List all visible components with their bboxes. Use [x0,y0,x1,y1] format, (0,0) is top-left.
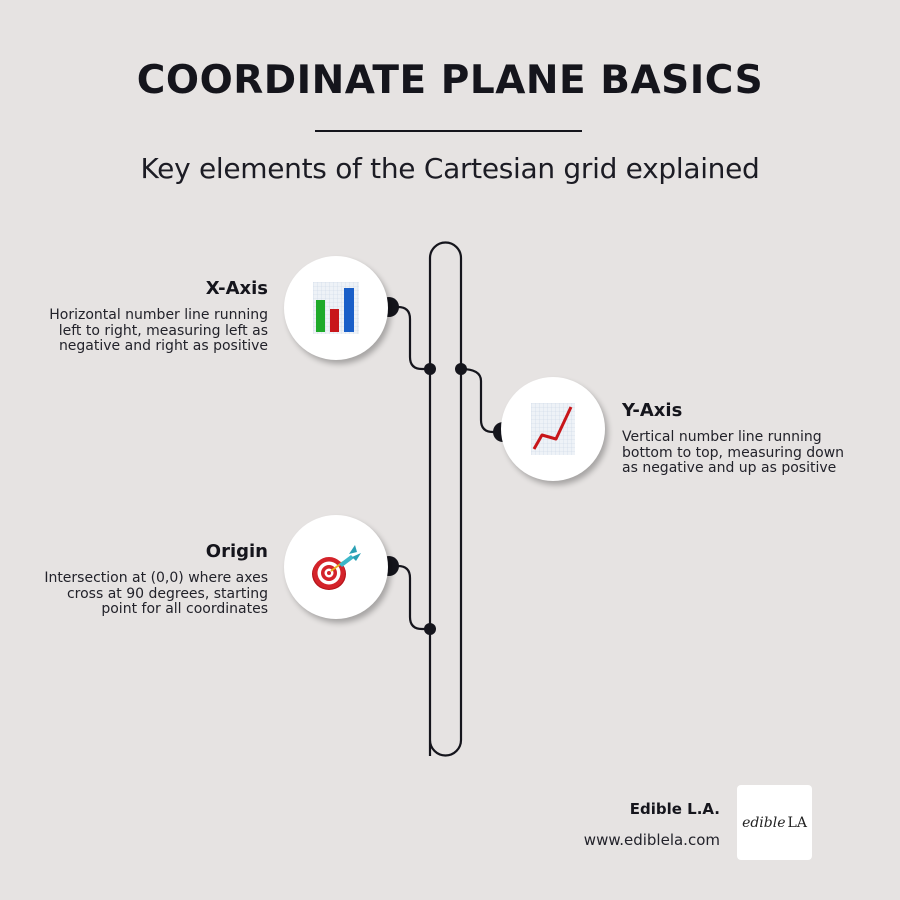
x-axis-title: X-Axis [205,278,268,299]
logo-plain-text: LA [787,814,807,831]
page-title: COORDINATE PLANE BASICS [136,58,764,103]
origin-description: Intersection at (0,0) where axes cross at 90 degrees, starting point for all coordinates [44,570,268,617]
origin-title: Origin [205,541,268,562]
y-axis-icon-circle [501,377,605,481]
x-axis-icon-circle [284,256,388,360]
page-subtitle: Key elements of the Cartesian grid explained [140,152,760,185]
brand-logo [737,785,812,860]
bar-chart-icon [313,282,359,334]
brand-url[interactable]: www.ediblela.com [583,831,720,849]
target-dart-icon [309,542,363,592]
brand-name: Edible L.A. [629,800,720,818]
y-axis-title: Y-Axis [622,400,683,421]
line-chart-icon [531,403,575,455]
x-axis-description: Horizontal number line running left to right, measuring left as negative and right as positive [49,307,268,354]
logo-italic-text: edible [742,814,786,831]
origin-icon-circle [284,515,388,619]
y-axis-description: Vertical number line running bottom to top, measuring down as negative and up as positive [622,429,845,476]
